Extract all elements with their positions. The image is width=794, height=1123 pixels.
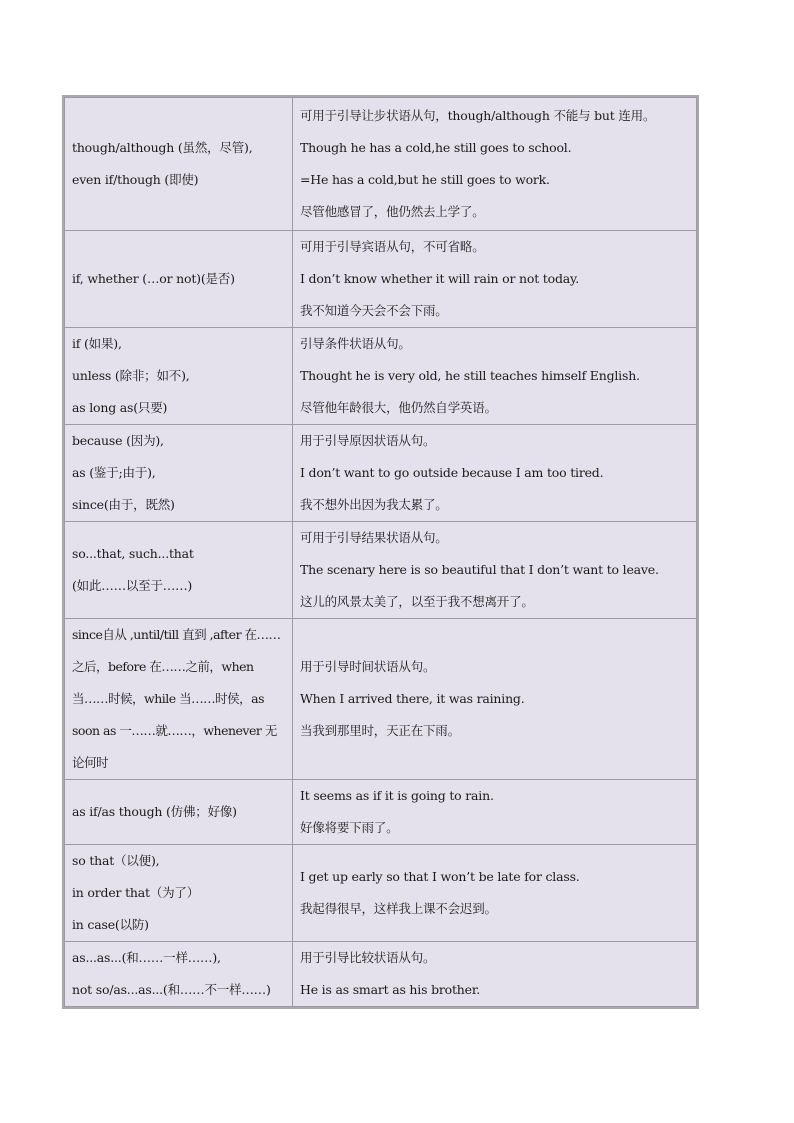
usage-line: 用于引导原因状语从句。: [300, 433, 436, 448]
conjunction-table: [64, 97, 697, 1007]
usage-cell: [293, 780, 697, 845]
usage-line: 我起得很早，这样我上课不会迟到。: [300, 901, 497, 916]
usage-line: 这儿的风景太美了，以至于我不想离开了。: [300, 594, 534, 609]
conjunction-line: 之后，before 在……之前，when: [72, 659, 254, 674]
conjunction-line: even if/though (即使): [72, 172, 199, 187]
usage-line: 可用于引导让步状语从句，though/although 不能与 but 连用。: [300, 108, 656, 123]
usage-line: 我不想外出因为我太累了。: [300, 497, 448, 512]
conjunction-line: in order that（为了）: [72, 885, 200, 900]
usage-cell: [293, 845, 697, 942]
conjunction-line: 论何时: [72, 755, 109, 770]
usage-line: I don’t want to go outside because I am too tired.: [300, 465, 604, 480]
usage-cell: [293, 942, 697, 1007]
conjunction-line: since自从 ,until/till 直到 ,after 在……: [72, 627, 281, 642]
usage-line: Though he has a cold,he still goes to school.: [300, 140, 572, 155]
conjunction-cell: [65, 619, 293, 780]
conjunction-cell: [65, 942, 293, 1007]
usage-line: 我不知道今天会不会下雨。: [300, 303, 448, 318]
usage-line: 尽管他感冒了，他仍然去上学了。: [300, 204, 485, 219]
usage-line: 用于引导比较状语从句。: [300, 950, 436, 965]
conjunction-line: 当……时候，while 当……时侯，as: [72, 691, 264, 706]
usage-line: When I arrived there, it was raining.: [300, 691, 525, 706]
conjunction-line: if, whether (…or not)(是否): [72, 271, 235, 286]
usage-line: He is as smart as his brother.: [300, 982, 481, 997]
usage-cell: [293, 522, 697, 619]
conjunction-cell: [65, 780, 293, 845]
usage-cell: [293, 425, 697, 522]
usage-line: 用于引导时间状语从句。: [300, 659, 436, 674]
usage-line: It seems as if it is going to rain.: [300, 788, 494, 803]
usage-line: =He has a cold,but he still goes to work.: [300, 172, 550, 187]
usage-cell: [293, 231, 697, 328]
conjunction-cell: [65, 328, 293, 425]
usage-cell: [293, 98, 697, 231]
conjunction-line: though/although (虽然，尽管),: [72, 140, 253, 155]
conjunction-line: not so/as...as...(和……不一样……): [72, 982, 271, 997]
conjunction-line: as (鉴于;由于),: [72, 465, 156, 480]
usage-line: 引导条件状语从句。: [300, 336, 411, 351]
conjunction-line: if (如果),: [72, 336, 122, 351]
usage-line: Thought he is very old, he still teaches himself English.: [300, 368, 640, 383]
conjunction-line: so...that, such...that: [72, 546, 194, 561]
conjunction-line: in case(以防): [72, 917, 149, 932]
conjunction-line: as if/as though (仿佛；好像): [72, 804, 237, 819]
usage-line: 好像将要下雨了。: [300, 820, 399, 835]
table-row: [65, 231, 697, 328]
conjunction-line: unless (除非；如不),: [72, 368, 190, 383]
conjunction-line: soon as 一……就……，whenever 无: [72, 723, 277, 738]
usage-line: 可用于引导宾语从句，不可省略。: [300, 239, 485, 254]
conjunction-line: (如此……以至于……): [72, 578, 193, 593]
conjunction-table-frame: [62, 95, 699, 1009]
usage-line: I get up early so that I won’t be late for class.: [300, 869, 580, 884]
conjunction-cell: [65, 845, 293, 942]
conjunction-line: so that（以便),: [72, 853, 160, 868]
table-row: [65, 98, 697, 231]
conjunction-cell: [65, 98, 293, 231]
usage-cell: [293, 619, 697, 780]
usage-line: The scenary here is so beautiful that I don’t want to leave.: [300, 562, 659, 577]
conjunction-line: as...as...(和……一样……),: [72, 950, 221, 965]
conjunction-line: as long as(只要): [72, 400, 168, 415]
usage-line: I don’t know whether it will rain or not today.: [300, 271, 579, 286]
conjunction-line: because (因为),: [72, 433, 164, 448]
table-row: [65, 780, 697, 845]
conjunction-cell: [65, 425, 293, 522]
table-row: [65, 845, 697, 942]
conjunction-line: since(由于，既然): [72, 497, 175, 512]
table-row: [65, 942, 697, 1007]
conjunction-cell: [65, 522, 293, 619]
table-row: [65, 522, 697, 619]
table-row: [65, 425, 697, 522]
usage-cell: [293, 328, 697, 425]
usage-line: 当我到那里时，天正在下雨。: [300, 723, 460, 738]
usage-line: 可用于引导结果状语从句。: [300, 530, 448, 545]
usage-line: 尽管他年龄很大，他仍然自学英语。: [300, 400, 497, 415]
conjunction-cell: [65, 231, 293, 328]
table-row: [65, 328, 697, 425]
table-row: [65, 619, 697, 780]
